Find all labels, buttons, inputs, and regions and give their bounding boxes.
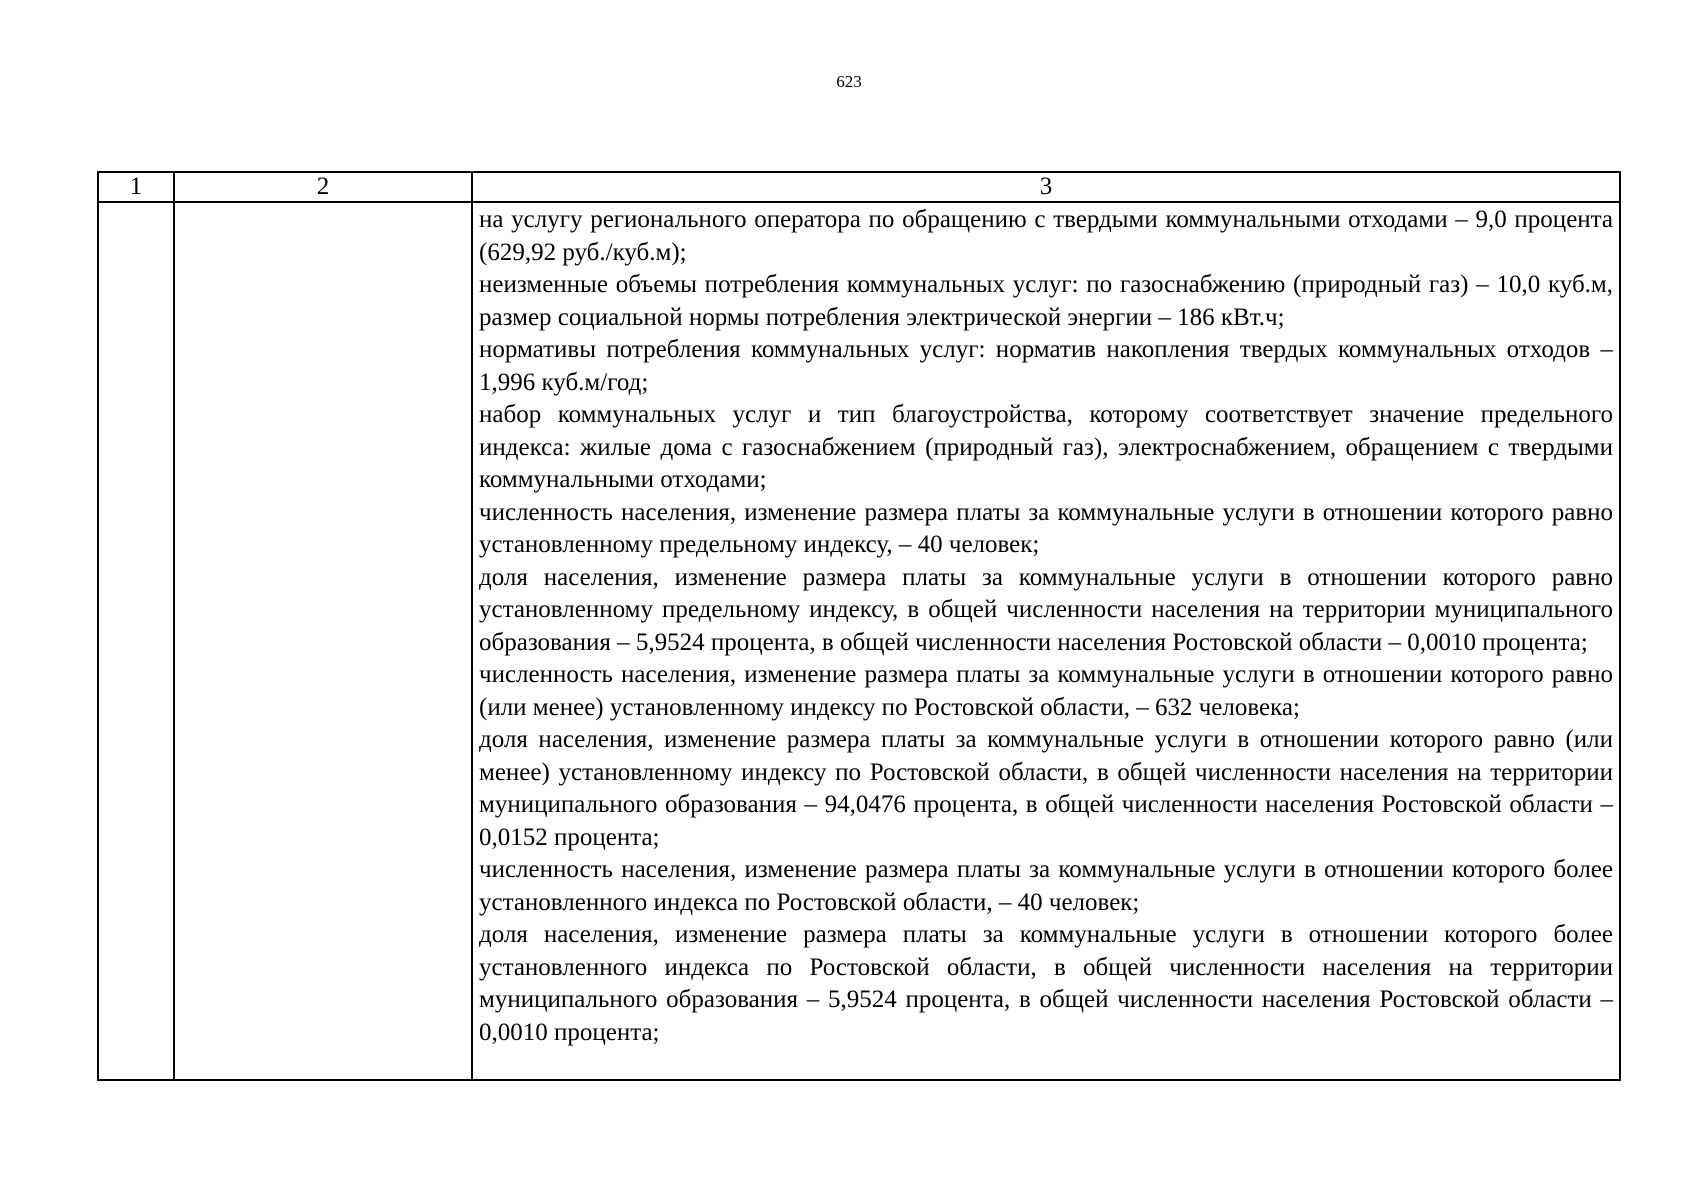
- paragraph: численность населения, изменение размера платы за коммунальные услуги в отношении которого равно (или менее) установленному индексу по Ростовской области, – 632 человека;: [479, 661, 1613, 721]
- column-header-2: 2: [174, 172, 472, 202]
- paragraph: численность населения, изменение размера платы за коммунальные услуги в отношении которого равно установленному предельному индексу, – 40 человек;: [479, 498, 1613, 558]
- paragraph: набор коммунальных услуг и тип благоустройства, которому соответствует значение предельного индекса: жилые дома с газоснабжением (природный газ), электроснабжением, обращением с твердыми коммунальными отходами;: [479, 401, 1613, 493]
- column-header-3: 3: [472, 172, 1620, 202]
- page-number: 623: [836, 72, 862, 91]
- cell-text-block: [473, 203, 1619, 1049]
- paragraph: доля населения, изменение размера платы за коммунальные услуги в отношении которого равно (или менее) установленному индексу по Ростовской области, в общей численности населения на территории муниципального образования – 94,0476 процента, в общей численности населения Ростовской области – 0,0152 процента;: [479, 726, 1613, 851]
- paragraph: численность населения, изменение размера платы за коммунальные услуги в отношении которого более установленного индекса по Ростовской области, – 40 человек;: [479, 856, 1613, 916]
- table-cell-col2: [174, 202, 472, 1080]
- table-cell-col3: [472, 202, 1620, 1080]
- paragraph: неизменные объемы потребления коммунальных услуг: по газоснабжению (природный газ) – 10,0 куб.м, размер социальной нормы потребления электрической энергии – 186 кВт.ч;: [479, 271, 1613, 331]
- table-row: [98, 202, 1620, 1080]
- paragraph: на услугу регионального оператора по обращению с твердыми коммунальными отходами – 9,0 процента (629,92 руб./куб.м);: [479, 206, 1613, 266]
- table-header-row: [98, 172, 1620, 202]
- table-cell-col1: [98, 202, 174, 1080]
- column-header-1: 1: [98, 172, 174, 202]
- document-table: [97, 171, 1621, 1081]
- paragraph: доля населения, изменение размера платы за коммунальные услуги в отношении которого равно установленному предельному индексу, в общей численности населения на территории муниципального образования – 5,9524 процента, в общей численности населения Ростовской области – 0,0010 процента;: [479, 563, 1613, 656]
- paragraph: доля населения, изменение размера платы за коммунальные услуги в отношении которого более установленного индекса по Ростовской области, в общей численности населения на территории муниципального образования – 5,9524 процента, в общей численности населения Ростовской области – 0,0010 процента;: [479, 921, 1613, 1046]
- paragraph: нормативы потребления коммунальных услуг: норматив накопления твердых коммунальных отходов – 1,996 куб.м/год;: [479, 336, 1613, 396]
